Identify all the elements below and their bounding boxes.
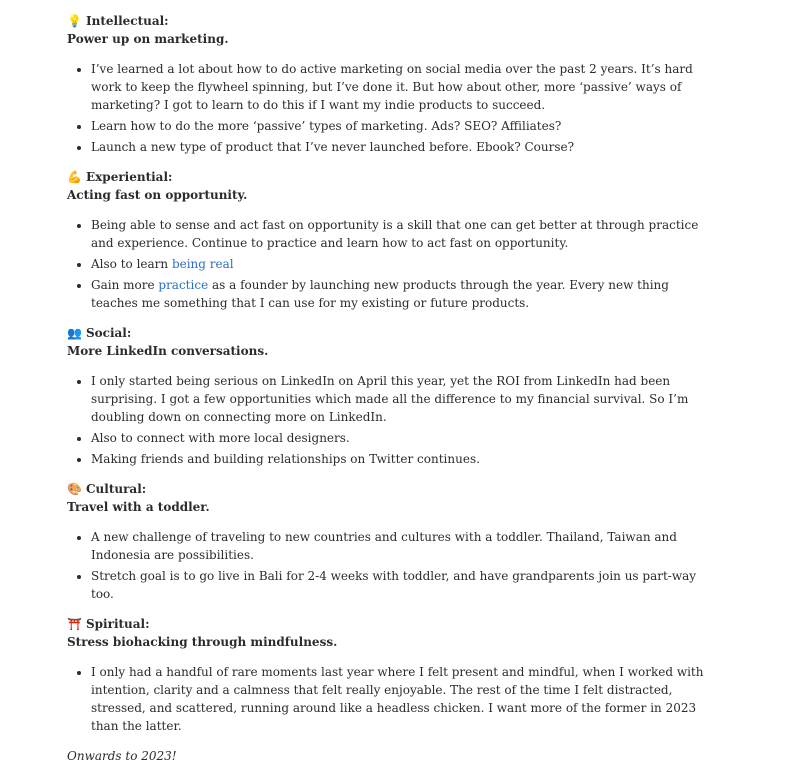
bullet-list <box>67 528 717 603</box>
list-item-text: Also to connect with more local designers. <box>91 431 350 445</box>
section-heading-text: Social: <box>86 326 132 340</box>
list-item <box>91 117 717 135</box>
list-item-text: as a founder by launching new products through the year. Every new thing teaches me something that I can use for my existing or future products. <box>91 278 669 310</box>
list-item <box>91 276 717 312</box>
list-item-text: Launch a new type of product that I’ve never launched before. Ebook? Course? <box>91 140 575 154</box>
section-subtitle: Travel with a toddler. <box>67 500 210 514</box>
list-item-text: Learn how to do the more ‘passive’ types of marketing. Ads? SEO? Affiliates? <box>91 119 562 133</box>
section-emoji-icon: 👥 <box>67 326 82 340</box>
list-item <box>91 255 717 273</box>
list-item-text: I’ve learned a lot about how to do active marketing on social media over the past 2 years. It’s hard work to keep the flywheel spinning, but I’ve done it. But how about other, more ‘passive’ ways of marketing? I got to learn to do this if I want my indie products to succeed. <box>91 62 693 112</box>
list-item-text: I only started being serious on LinkedIn on April this year, yet the ROI from LinkedIn had been surprising. I got a few opportunities which made all the difference to my financial survival. So I’m doubling down on connecting more on LinkedIn. <box>91 374 689 424</box>
list-item-text: Gain more <box>91 278 159 292</box>
section-heading <box>67 168 717 186</box>
list-item <box>91 138 717 156</box>
section-subtitle: More LinkedIn conversations. <box>67 344 269 358</box>
bullet-list <box>67 663 717 735</box>
bullet-list <box>67 60 717 156</box>
section-emoji-icon: ⛩️ <box>67 617 82 631</box>
list-item <box>91 60 717 114</box>
list-item-text: Making friends and building relationships on Twitter continues. <box>91 452 480 466</box>
list-item <box>91 372 717 426</box>
section-heading-text: Cultural: <box>86 482 147 496</box>
list-item-text: Stretch goal is to go live in Bali for 2-4 weeks with toddler, and have grandparents join us part-way too. <box>91 569 697 601</box>
section-subtitle: Stress biohacking through mindfulness. <box>67 635 338 649</box>
list-item-text: Being able to sense and act fast on opportunity is a skill that one can get better at through practice and experience. Continue to practice and learn how to act fast on opportunity. <box>91 218 699 250</box>
section-heading <box>67 615 717 633</box>
section-subtitle: Power up on marketing. <box>67 32 229 46</box>
list-item <box>91 216 717 252</box>
section-heading <box>67 480 717 498</box>
list-item <box>91 429 717 447</box>
section-subtitle: Acting fast on opportunity. <box>67 188 248 202</box>
section-heading-text: Experiential: <box>86 170 173 184</box>
list-item <box>91 450 717 468</box>
closing-line: Onwards to 2023! <box>67 749 177 763</box>
section-emoji-icon: 🎨 <box>67 482 82 496</box>
section-heading <box>67 12 717 30</box>
list-item-text: I only had a handful of rare moments last year where I felt present and mindful, when I worked with intention, clarity and a calmness that felt really enjoyable. The rest of the time I felt distracted, stressed, and scattered, running around like a headless chicken. I want more of the former in 2023 than the latter. <box>91 665 704 733</box>
bullet-list <box>67 216 717 312</box>
list-item-text: A new challenge of traveling to new countries and cultures with a toddler. Thailand, Taiwan and Indonesia are possibilities. <box>91 530 677 562</box>
list-item-text: Also to learn <box>91 257 172 271</box>
inline-link[interactable]: practice <box>158 278 209 292</box>
section-heading-text: Intellectual: <box>86 14 169 28</box>
list-item <box>91 567 717 603</box>
section-emoji-icon: 💡 <box>67 14 82 28</box>
list-item <box>91 663 717 735</box>
bullet-list <box>67 372 717 468</box>
section-heading-text: Spiritual: <box>86 617 150 631</box>
inline-link[interactable]: being real <box>171 257 234 271</box>
list-item <box>91 528 717 564</box>
section-emoji-icon: 💪 <box>67 170 82 184</box>
section-heading <box>67 324 717 342</box>
